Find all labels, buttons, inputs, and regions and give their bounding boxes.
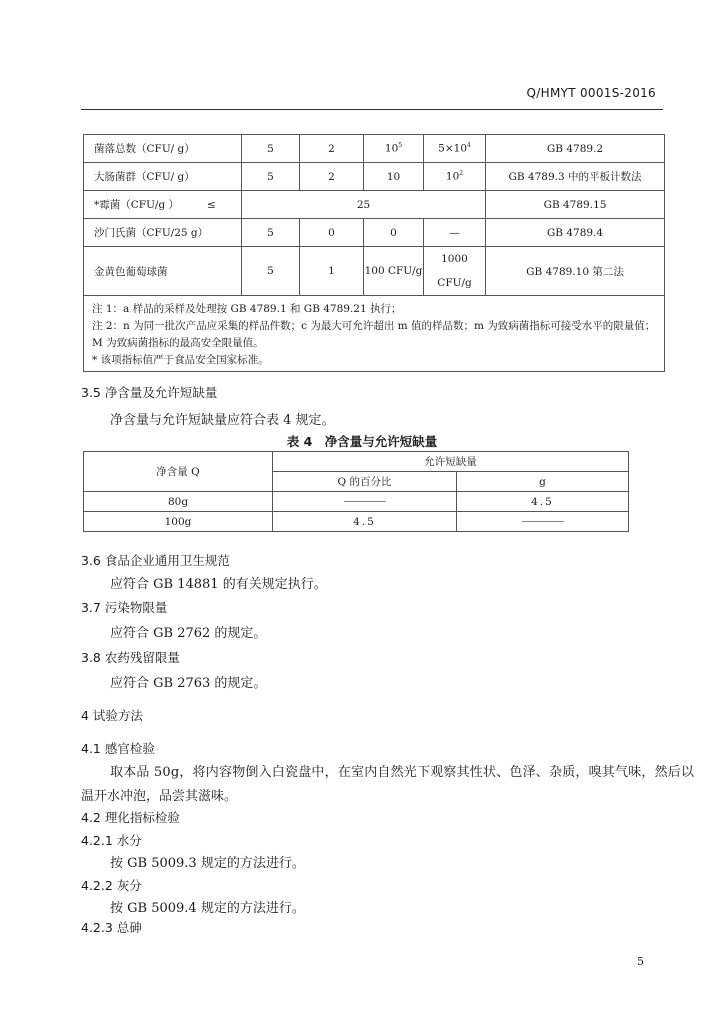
M-value: [424, 247, 486, 296]
m-value: 0: [364, 219, 424, 247]
m-exponent: 5: [398, 142, 403, 150]
section-heading: 4.1 感官检验: [81, 741, 155, 756]
table-row: [84, 492, 629, 512]
section-heading: 3.6 食品企业通用卫生规范: [81, 553, 230, 568]
note-3: * 该项指标值严于食品安全国家标准。: [92, 354, 269, 366]
test-method: GB 4789.15: [486, 191, 665, 219]
c-value: 2: [300, 163, 364, 191]
test-method: GB 4789.4: [486, 219, 665, 247]
n-value: 5: [242, 219, 300, 247]
M-exponent: 2: [459, 170, 464, 178]
dash: [344, 501, 386, 502]
test-method: GB 4789.2: [486, 135, 665, 163]
m-value: 10: [364, 163, 424, 191]
test-method: GB 4789.10 第二法: [486, 247, 665, 296]
section-heading: 4 试验方法: [81, 708, 143, 723]
section-heading: 3.5 净含量及允许短缺量: [81, 385, 218, 400]
net-content-header: 净含量 Q: [84, 452, 273, 492]
page-number: 5: [637, 955, 644, 968]
M-base: 10: [445, 170, 460, 183]
section-heading: 4.2.1 水分: [81, 833, 142, 848]
header-rule: [81, 109, 663, 110]
item-name: 金黄色葡萄球菌: [84, 247, 242, 296]
grams-cell: [457, 512, 629, 532]
note-1: 注 1：a 样品的采样及处理按 GB 4789.1 和 GB 4789.21 执行；: [92, 303, 402, 315]
test-method: GB 4789.3 中的平板计数法: [486, 163, 665, 191]
section-heading: 4.2.2 灰分: [81, 878, 142, 893]
section-heading: 4.2 理化指标检验: [81, 810, 180, 825]
mold-limit: 25: [242, 191, 486, 219]
section-heading: 3.7 污染物限量: [81, 600, 168, 615]
table-row: [84, 135, 665, 163]
percent-cell: 4.5: [273, 512, 457, 532]
m-value: 100 CFU/g: [364, 247, 424, 296]
table-notes: [84, 296, 665, 372]
net-content-table: [83, 451, 629, 532]
note-2: 注 2：n 为同一批次产品应采集的样品件数；c 为最大可允许超出 m 值的样品数；m 为致病菌指标可接受水平的限量值；M 为致病菌指标的最高安全限量值。: [92, 320, 656, 349]
grams-cell: 4.5: [457, 492, 629, 512]
net-content-cell: 100g: [84, 512, 273, 532]
m-base: 10: [384, 142, 399, 155]
c-value: 2: [300, 135, 364, 163]
section-heading: 3.8 农药残留限量: [81, 650, 180, 665]
table-row: [84, 163, 665, 191]
table-row: [84, 219, 665, 247]
item-name: 菌落总数（CFU/ g）: [84, 135, 242, 163]
table-row: [84, 247, 665, 296]
M-unit: CFU/g: [437, 277, 472, 289]
M-value: [424, 135, 486, 163]
M-exponent: 4: [467, 142, 471, 150]
m-value: [364, 135, 424, 163]
item-name: 沙门氏菌（CFU/25 g）: [84, 219, 242, 247]
allowance-header: 允许短缺量: [273, 452, 629, 472]
document-code: Q/HMYT 0001S-2016: [526, 86, 656, 100]
paragraph: 应符合 GB 14881 的有关规定执行。: [110, 577, 327, 592]
M-base: 1000: [441, 253, 468, 265]
section-heading: 4.2.3 总砷: [81, 920, 142, 935]
c-value: 1: [300, 247, 364, 296]
paragraph: 按 GB 5009.4 规定的方法进行。: [110, 901, 305, 916]
n-value: 5: [242, 163, 300, 191]
table-row: [84, 512, 629, 532]
paragraph: 按 GB 5009.3 规定的方法进行。: [110, 856, 305, 871]
paragraph: 取本品 50g，将内容物倒入白瓷盘中，在室内自然光下观察其性状、色泽、杂质，嗅其气味，然后以: [110, 765, 695, 780]
c-value: 0: [300, 219, 364, 247]
paragraph: 应符合 GB 2763 的规定。: [110, 676, 267, 691]
grams-header: g: [457, 472, 629, 492]
notes-row: [84, 296, 665, 372]
item-name: 大肠菌群（CFU/ g）: [84, 163, 242, 191]
M-base: 5×10: [438, 142, 467, 155]
item-name: [84, 191, 242, 219]
paragraph: 净含量与允许短缺量应符合表 4 规定。: [110, 413, 335, 428]
n-value: 5: [242, 135, 300, 163]
percent-cell: [273, 492, 457, 512]
n-value: 5: [242, 247, 300, 296]
percent-header: Q 的百分比: [273, 472, 457, 492]
M-value: [424, 163, 486, 191]
table-caption: 表 4 净含量与允许短缺量: [286, 434, 438, 449]
net-content-cell: 80g: [84, 492, 273, 512]
M-value: —: [424, 219, 486, 247]
le-symbol: ≤: [207, 199, 216, 211]
table-header-row: [84, 452, 629, 472]
paragraph: 温开水冲泡，品尝其滋味。: [81, 789, 238, 804]
mold-name: *霉菌（CFU/g ）: [94, 199, 180, 211]
table-row: [84, 191, 665, 219]
microbiology-table: [83, 134, 665, 372]
dash: [522, 521, 564, 522]
paragraph: 应符合 GB 2762 的规定。: [110, 626, 267, 641]
